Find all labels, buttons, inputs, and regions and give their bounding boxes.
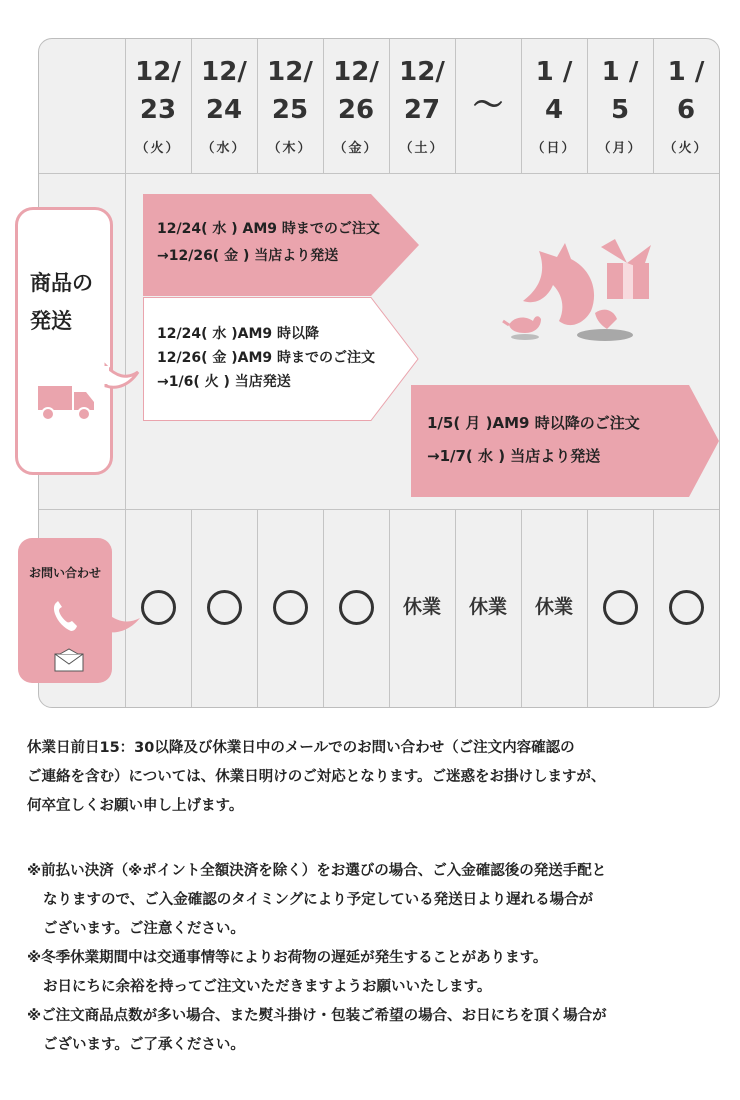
date-month: 1 / bbox=[535, 57, 573, 87]
date-month: 12/ bbox=[399, 57, 445, 87]
date-cell bbox=[191, 39, 257, 173]
note-line: ございます。ご了承ください。 bbox=[43, 1037, 245, 1053]
date-range-tilde: ～ bbox=[473, 88, 503, 123]
shipping-arrow-3 bbox=[411, 385, 719, 497]
date-weekday: （火） bbox=[663, 141, 709, 156]
date-weekday: （木） bbox=[267, 141, 313, 156]
arrow-text: 1/5( 月 )AM9 時以降のご注文 bbox=[427, 414, 640, 432]
date-day: 6 bbox=[676, 95, 696, 125]
availability-cell bbox=[191, 509, 257, 706]
date-weekday: （土） bbox=[399, 141, 445, 156]
payment-notes bbox=[27, 857, 717, 1060]
note-line: ございます。ご注意ください。 bbox=[43, 921, 245, 937]
date-month: 12/ bbox=[201, 57, 247, 87]
open-mark bbox=[273, 590, 308, 625]
schedule-grid bbox=[38, 38, 720, 708]
shipping-label-text: 発送 bbox=[30, 309, 72, 333]
date-day: 4 bbox=[544, 95, 564, 125]
arrow-text: 12/24( 水 ) AM9 時までのご注文 bbox=[157, 221, 380, 237]
mail-icon bbox=[54, 648, 84, 672]
date-weekday: （月） bbox=[597, 141, 643, 156]
date-month: 1 / bbox=[667, 57, 705, 87]
date-month: 12/ bbox=[267, 57, 313, 87]
date-day: 5 bbox=[610, 95, 630, 125]
open-mark bbox=[339, 590, 374, 625]
notice-line: 何卒宜しくお願い申し上げます。 bbox=[27, 798, 244, 814]
arrow-text: 12/26( 金 )AM9 時までのご注文 bbox=[157, 350, 376, 366]
arrow-text: →1/7( 水 ) 当店より発送 bbox=[427, 447, 601, 465]
date-cell bbox=[257, 39, 323, 173]
date-day: 26 bbox=[337, 95, 375, 125]
cat-gift-illustration bbox=[495, 229, 665, 345]
date-cell bbox=[653, 39, 719, 173]
open-mark bbox=[669, 590, 704, 625]
availability-cell bbox=[125, 509, 191, 706]
contact-label-text: お問い合わせ bbox=[28, 566, 101, 580]
phone-icon bbox=[52, 600, 78, 632]
open-mark bbox=[141, 590, 176, 625]
availability-cell bbox=[323, 509, 389, 706]
shipping-arrow-2 bbox=[143, 297, 419, 421]
note-line: お日にちに余裕を持ってご注文いただきますようお願いいたします。 bbox=[43, 979, 492, 995]
closed-label: 休業 bbox=[534, 596, 573, 618]
contact-label-tail bbox=[108, 612, 142, 636]
date-weekday: （水） bbox=[201, 141, 247, 156]
grid-line bbox=[125, 173, 126, 509]
availability-cell bbox=[587, 509, 653, 706]
grid-line bbox=[39, 173, 719, 174]
note-line: ※冬季休業期間中は交通事情等によりお荷物の遅延が発生することがあります。 bbox=[27, 950, 548, 966]
arrow-shape bbox=[411, 385, 719, 497]
date-month: 12/ bbox=[135, 57, 181, 87]
contact-label bbox=[18, 538, 112, 683]
date-month: 12/ bbox=[333, 57, 379, 87]
notice-line: ご連絡を含む）については、休業日明けのご対応となります。ご迷惑をお掛けしますが、 bbox=[27, 769, 606, 785]
availability-cell bbox=[653, 509, 719, 706]
date-weekday: （火） bbox=[135, 141, 181, 156]
shipping-label bbox=[15, 207, 113, 475]
open-mark bbox=[207, 590, 242, 625]
date-weekday: （金） bbox=[333, 141, 379, 156]
date-cell bbox=[389, 39, 455, 173]
open-mark bbox=[603, 590, 638, 625]
arrow-text: →1/6( 火 ) 当店発送 bbox=[157, 374, 291, 390]
availability-cell bbox=[257, 509, 323, 706]
closed-label: 休業 bbox=[468, 596, 507, 618]
date-day: 23 bbox=[139, 95, 177, 125]
date-cell bbox=[521, 39, 587, 173]
date-day: 25 bbox=[271, 95, 309, 125]
notice-line: 休業日前日15：30以降及び休業日中のメールでのお問い合わせ（ご注文内容確認の bbox=[27, 740, 575, 756]
date-weekday: （日） bbox=[531, 141, 577, 156]
date-day: 24 bbox=[205, 95, 243, 125]
shipping-label-tail bbox=[104, 362, 140, 392]
shipping-arrow-1 bbox=[143, 194, 419, 296]
date-cell bbox=[323, 39, 389, 173]
note-line: ※ご注文商品点数が多い場合、また熨斗掛け・包装ご希望の場合、お日にちを頂く場合が bbox=[27, 1008, 607, 1024]
date-day: 27 bbox=[403, 95, 441, 125]
arrow-text: →12/26( 金 ) 当店より発送 bbox=[157, 248, 339, 264]
arrow-text: 12/24( 水 )AM9 時以降 bbox=[157, 326, 320, 342]
truck-icon bbox=[36, 382, 96, 424]
holiday-notice bbox=[27, 734, 717, 821]
closed-label: 休業 bbox=[402, 596, 441, 618]
note-line: ※前払い決済（※ポイント全額決済を除く）をお選びの場合、ご入金確認後の発送手配と bbox=[27, 863, 607, 879]
note-line: なりますので、ご入金確認のタイミングにより予定している発送日より遅れる場合が bbox=[43, 892, 594, 908]
date-cell bbox=[587, 39, 653, 173]
date-month: 1 / bbox=[601, 57, 639, 87]
date-cell bbox=[125, 39, 191, 173]
shipping-label-text: 商品の bbox=[30, 271, 93, 295]
